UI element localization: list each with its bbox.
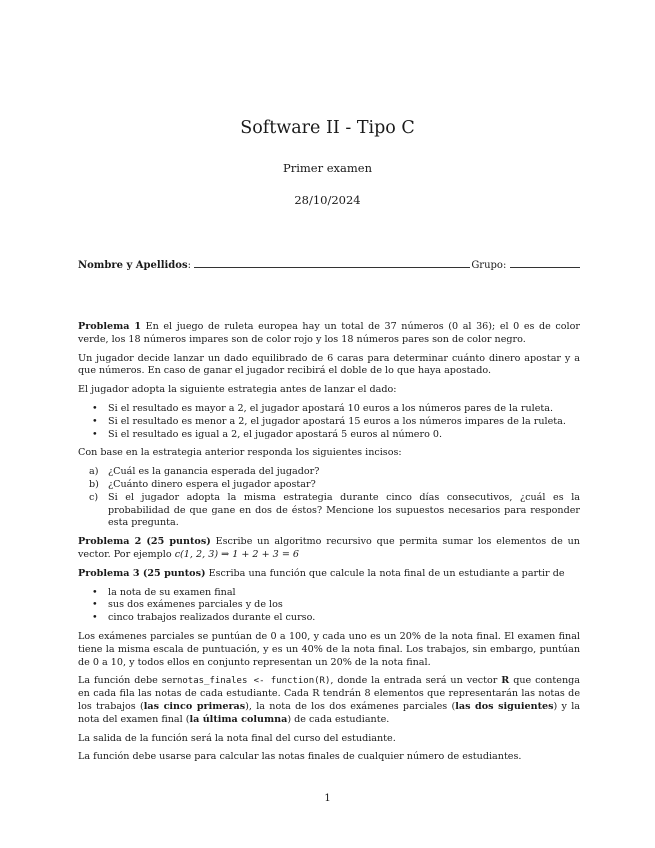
item-text: Si el jugador adopta la misma estrategia durante cinco días consecutivos, ¿cuál es la probabilidad de que gane en dos de éstos? Mencione los supuestos necesarios para responder esta pregunta. (108, 491, 580, 529)
problem-1-questions (78, 466, 580, 530)
problem-1-paragraph-4: Con base en la estrategia anterior responda los siguientes incisos: (78, 447, 402, 459)
problem-1-paragraph-3: El jugador adopta la siguiente estrategia antes de lanzar el dado: (78, 384, 397, 396)
exam-content (78, 321, 580, 770)
item-marker: b) (89, 478, 99, 490)
problem-2-text: Escribe un algoritmo recursivo que permita sumar los elementos de un vector. Por ejemplo (78, 536, 580, 560)
list-item (78, 479, 580, 492)
document-subtitle: Primer examen (282, 161, 373, 175)
problem-3-intro-text: Escriba una función que calcule la nota final de un estudiante a partir de (208, 567, 565, 579)
text-span: ), la nota de los dos exámenes parciales ( (245, 700, 456, 712)
name-blank-line (194, 258, 470, 268)
document-date: 28/10/2024 (294, 193, 361, 207)
problem-1-label: Problema 1 (78, 321, 142, 332)
list-item (78, 466, 580, 479)
item-text: ¿Cuál es la ganancia esperada del jugador? (108, 466, 320, 478)
text-span: , donde la entrada será un vector (330, 675, 498, 687)
text-span: ) y la nota del examen final ( (78, 700, 580, 725)
group-label: Grupo: (471, 260, 507, 271)
list-item: • Si el resultado es igual a 2, el jugador apostará 5 euros al número 0. (78, 429, 580, 442)
problem-1-intro (78, 321, 580, 347)
problem-1-strategy-list (78, 403, 580, 441)
item-marker: c) (89, 491, 99, 503)
bold-phrase: las cinco primeras (143, 700, 246, 712)
item-marker: a) (89, 466, 99, 478)
name-colon: : (187, 260, 195, 271)
text-span: La función debe ser (78, 675, 177, 687)
group-blank-line (510, 258, 581, 268)
list-item: • Si el resultado es menor a 2, el jugador apostará 15 euros a los números impares de la ruleta. (78, 416, 580, 429)
function-signature: notas_finales <- function(R) (176, 676, 331, 687)
list-item: • cinco trabajos realizados durante el curso. (78, 612, 580, 625)
problem-3-label: Problema 3 (25 puntos) (78, 567, 206, 579)
problem-2-example: c(1, 2, 3) ⇒ 1 + 2 + 3 = 6 (174, 548, 300, 560)
problem-1-intro-text: En el juego de ruleta europea hay un total de 37 números (0 al 36); el 0 es de color verde, los 18 números impares son de color rojo y los 18 números pares son de color negro. (78, 321, 580, 345)
name-label: Nombre y Apellidos (78, 260, 188, 271)
page-number: 1 (324, 793, 331, 804)
list-item: • Si el resultado es mayor a 2, el jugador apostará 10 euros a los números pares de la ruleta. (78, 403, 580, 416)
list-item: • sus dos exámenes parciales y de los (78, 599, 580, 612)
problem-2 (78, 536, 580, 562)
bold-phrase: las dos siguientes (455, 700, 554, 712)
problem-3-paragraph-5: La función debe usarse para calcular las notas finales de cualquier número de estudiantes. (78, 751, 522, 763)
problem-3-intro (78, 568, 580, 581)
list-item (78, 492, 580, 530)
item-text: ¿Cuánto dinero espera el jugador apostar? (108, 478, 316, 490)
student-info-row (78, 258, 580, 271)
problem-1-paragraph-2: Un jugador decide lanzar un dado equilibrado de 6 caras para determinar cuánto dinero apostar y a que números. En caso de ganar el jugador recibirá el doble de lo que haya apostado. (78, 352, 580, 377)
problem-3-paragraph-3 (78, 675, 580, 726)
vector-name: R (501, 675, 510, 687)
problem-3-components-list (78, 587, 580, 625)
problem-2-label: Problema 2 (25 puntos) (78, 536, 211, 548)
list-item: • la nota de su examen final (78, 587, 580, 600)
problem-3-paragraph-4: La salida de la función será la nota final del curso del estudiante. (78, 732, 396, 744)
document-title: Software II - Tipo C (240, 118, 415, 138)
bold-phrase: la última columna (189, 713, 288, 725)
text-span: ) de cada estudiante. (287, 713, 390, 725)
text-span: que contenga en cada fila las notas de cada estudiante. Cada R tendrán 8 elementos que representarán las notas de los trabajos ( (78, 675, 580, 712)
problem-3-paragraph-2: Los exámenes parciales se puntúan de 0 a 100, y cada uno es un 20% de la nota final. El examen final tiene la misma escala de puntuación, y es un 40% de la nota final. Los trabajos, sin embargo, puntúan de 0 a 10, y todos ellos en conjunto representan un 20% de la nota final. (78, 630, 580, 668)
